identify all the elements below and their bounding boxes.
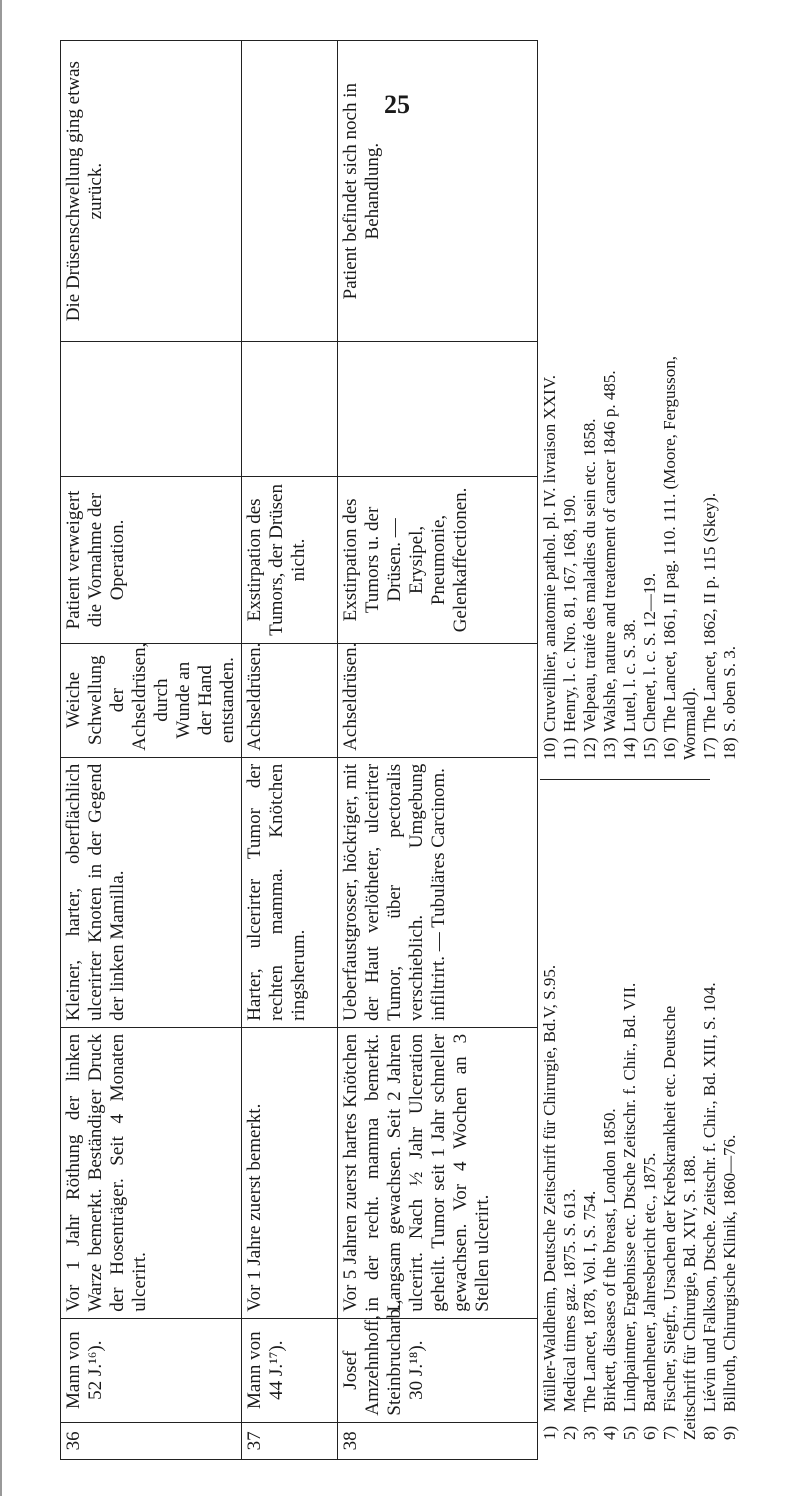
patient-cell: Mann von 44 J.¹⁷). — [242, 1318, 338, 1422]
rotated-content — [60, 40, 739, 1460]
onset-cell: Vor 5 Jahren zuerst hartes Knötchen in der recht. mamma bemerkt. Langsam gewachsen. Seit 2 Jahren ulcerirt. Nach ½ Jahr Ulceration geheilt. Tumor seit 1 Jahr schneller gewachsen. Vor 4 Wochen an 3 Stellen ulcerirt. — [338, 1027, 538, 1318]
findings-cell: Ueberfaustgrosser, höckriger, mit der Haut verlötheter, ulcerirter Tumor, über pectoralis verschieblich. Umgebung infiltrirt. — Tubuläres Carcinom. — [338, 757, 538, 1027]
footnote: 14)Lutel, l. c. S. 38. — [620, 619, 639, 760]
findings-cell: Harter, ulcerirter Tumor der rechten mamma. Knötchen ringsherum. — [242, 757, 338, 1027]
case-number: 38 — [338, 1422, 538, 1459]
empty-cell — [242, 342, 338, 477]
axillary-cell: Achseldrüsen. — [338, 643, 538, 757]
empty-cell — [61, 342, 242, 477]
outcome-cell — [242, 41, 338, 342]
footnote: 7)Fischer, Siegfr., Ursachen der Krebskrankheit etc. Deutsche — [660, 1005, 679, 1440]
case-number: 37 — [242, 1422, 338, 1459]
footnote: Wormald). — [680, 687, 699, 760]
treatment-cell: Exstirpation des Tumors u. der Drüsen. — Erysipel, Pneumonie, Gelenkaffectionen. — [338, 477, 538, 643]
footnote: 2)Medical times gaz. 1875. S. 613. — [560, 1188, 579, 1440]
footnote: 8)Liévin und Falkson, Dtsche. Zeitschr. f. Chir., Bd. XIII, S. 104. — [700, 982, 719, 1440]
onset-cell: Vor 1 Jahre zuerst bemerkt. — [242, 1027, 338, 1318]
onset-cell: Vor 1 Jahr Röthung der linken Warze bemerkt. Beständiger Druck der Hosenträger. Seit 4 Monaten ulcerirt. — [61, 1027, 242, 1318]
case-table — [60, 40, 538, 1460]
treatment-cell: Patient verweigert die Vornahme der Operation. — [61, 477, 242, 643]
footnote: 1)Müller-Waldheim, Deutsche Zeitschrift für Chirurgie, Bd.V, S.95. — [540, 964, 559, 1440]
findings-cell: Kleiner, harter, oberflächlich ulcerirter Knoten in der Gegend der linken Mamilla. — [61, 757, 242, 1027]
outcome-cell: Patient befindet sich noch in Behandlung. — [338, 41, 538, 342]
footnote-divider — [540, 779, 710, 780]
table-row — [338, 41, 538, 1460]
patient-cell: Mann von 52 J.¹⁶). — [61, 1318, 242, 1422]
page-edge — [0, 0, 2, 1496]
footnote: 6)Bardenheuer, Jahresbericht etc., 1875. — [640, 1152, 659, 1440]
empty-cell — [338, 342, 538, 477]
table-row — [242, 41, 338, 1460]
footnote: 15)Chenet, l. c. S. 12—19. — [640, 572, 659, 760]
footnotes-right — [540, 60, 740, 760]
footnote: 10)Cruveilhier, anatomie pathol. pl. IV. livraison XXIV. — [540, 374, 559, 760]
footnote: 13)Walshe, nature and treatement of cancer 1846 p. 485. — [600, 370, 619, 760]
footnotes-left — [540, 780, 740, 1440]
footnote: 17)The Lancet, 1862, II p. 115 (Skey). — [700, 492, 719, 760]
footnote: 11)Henry, l. c. Nro. 81, 167, 168, 190. — [560, 494, 579, 760]
footnote: 18)S. oben S. 3. — [720, 646, 739, 760]
axillary-cell: Achseldrüsen. — [242, 643, 338, 757]
table-row — [61, 41, 242, 1460]
case-number: 36 — [61, 1422, 242, 1459]
footnote: 16)The Lancet, 1861, II pag. 110. 111. (Moore, Fergusson, — [660, 356, 679, 760]
footnote: 4)Birkett, diseases of the breast, London 1850. — [600, 1108, 619, 1440]
page-number: 25 — [384, 90, 410, 119]
patient-cell: Josef Amzehnhoff, Steinbrucharb., 30 J.¹⁸). — [338, 1318, 538, 1422]
footnotes — [540, 40, 739, 1460]
footnote: 9)Billroth, Chirurgische Klinik, 1860—76. — [720, 1134, 739, 1440]
footnote: Zeitschrift für Chirurgie, Bd. XIV, S. 188. — [680, 1154, 699, 1440]
footnote: 12)Velpeau, traité des maladies du sein etc. 1858. — [580, 418, 599, 760]
treatment-cell: Exstirpation des Tumors, der Drüsen nicht. — [242, 477, 338, 643]
axillary-cell: Weiche Schwellung der Achseldrüsen, durch Wunde an der Hand entstanden. — [61, 643, 242, 757]
outcome-cell: Die Drüsenschwellung ging etwas zurück. — [61, 41, 242, 342]
footnote: 5)Lindpaintner, Ergebnisse etc. Dtsche Zeitschr. f. Chir., Bd. VII. — [620, 982, 639, 1440]
footnote: 3)The Lancet, 1878, Vol. I, S. 754. — [580, 1190, 599, 1440]
